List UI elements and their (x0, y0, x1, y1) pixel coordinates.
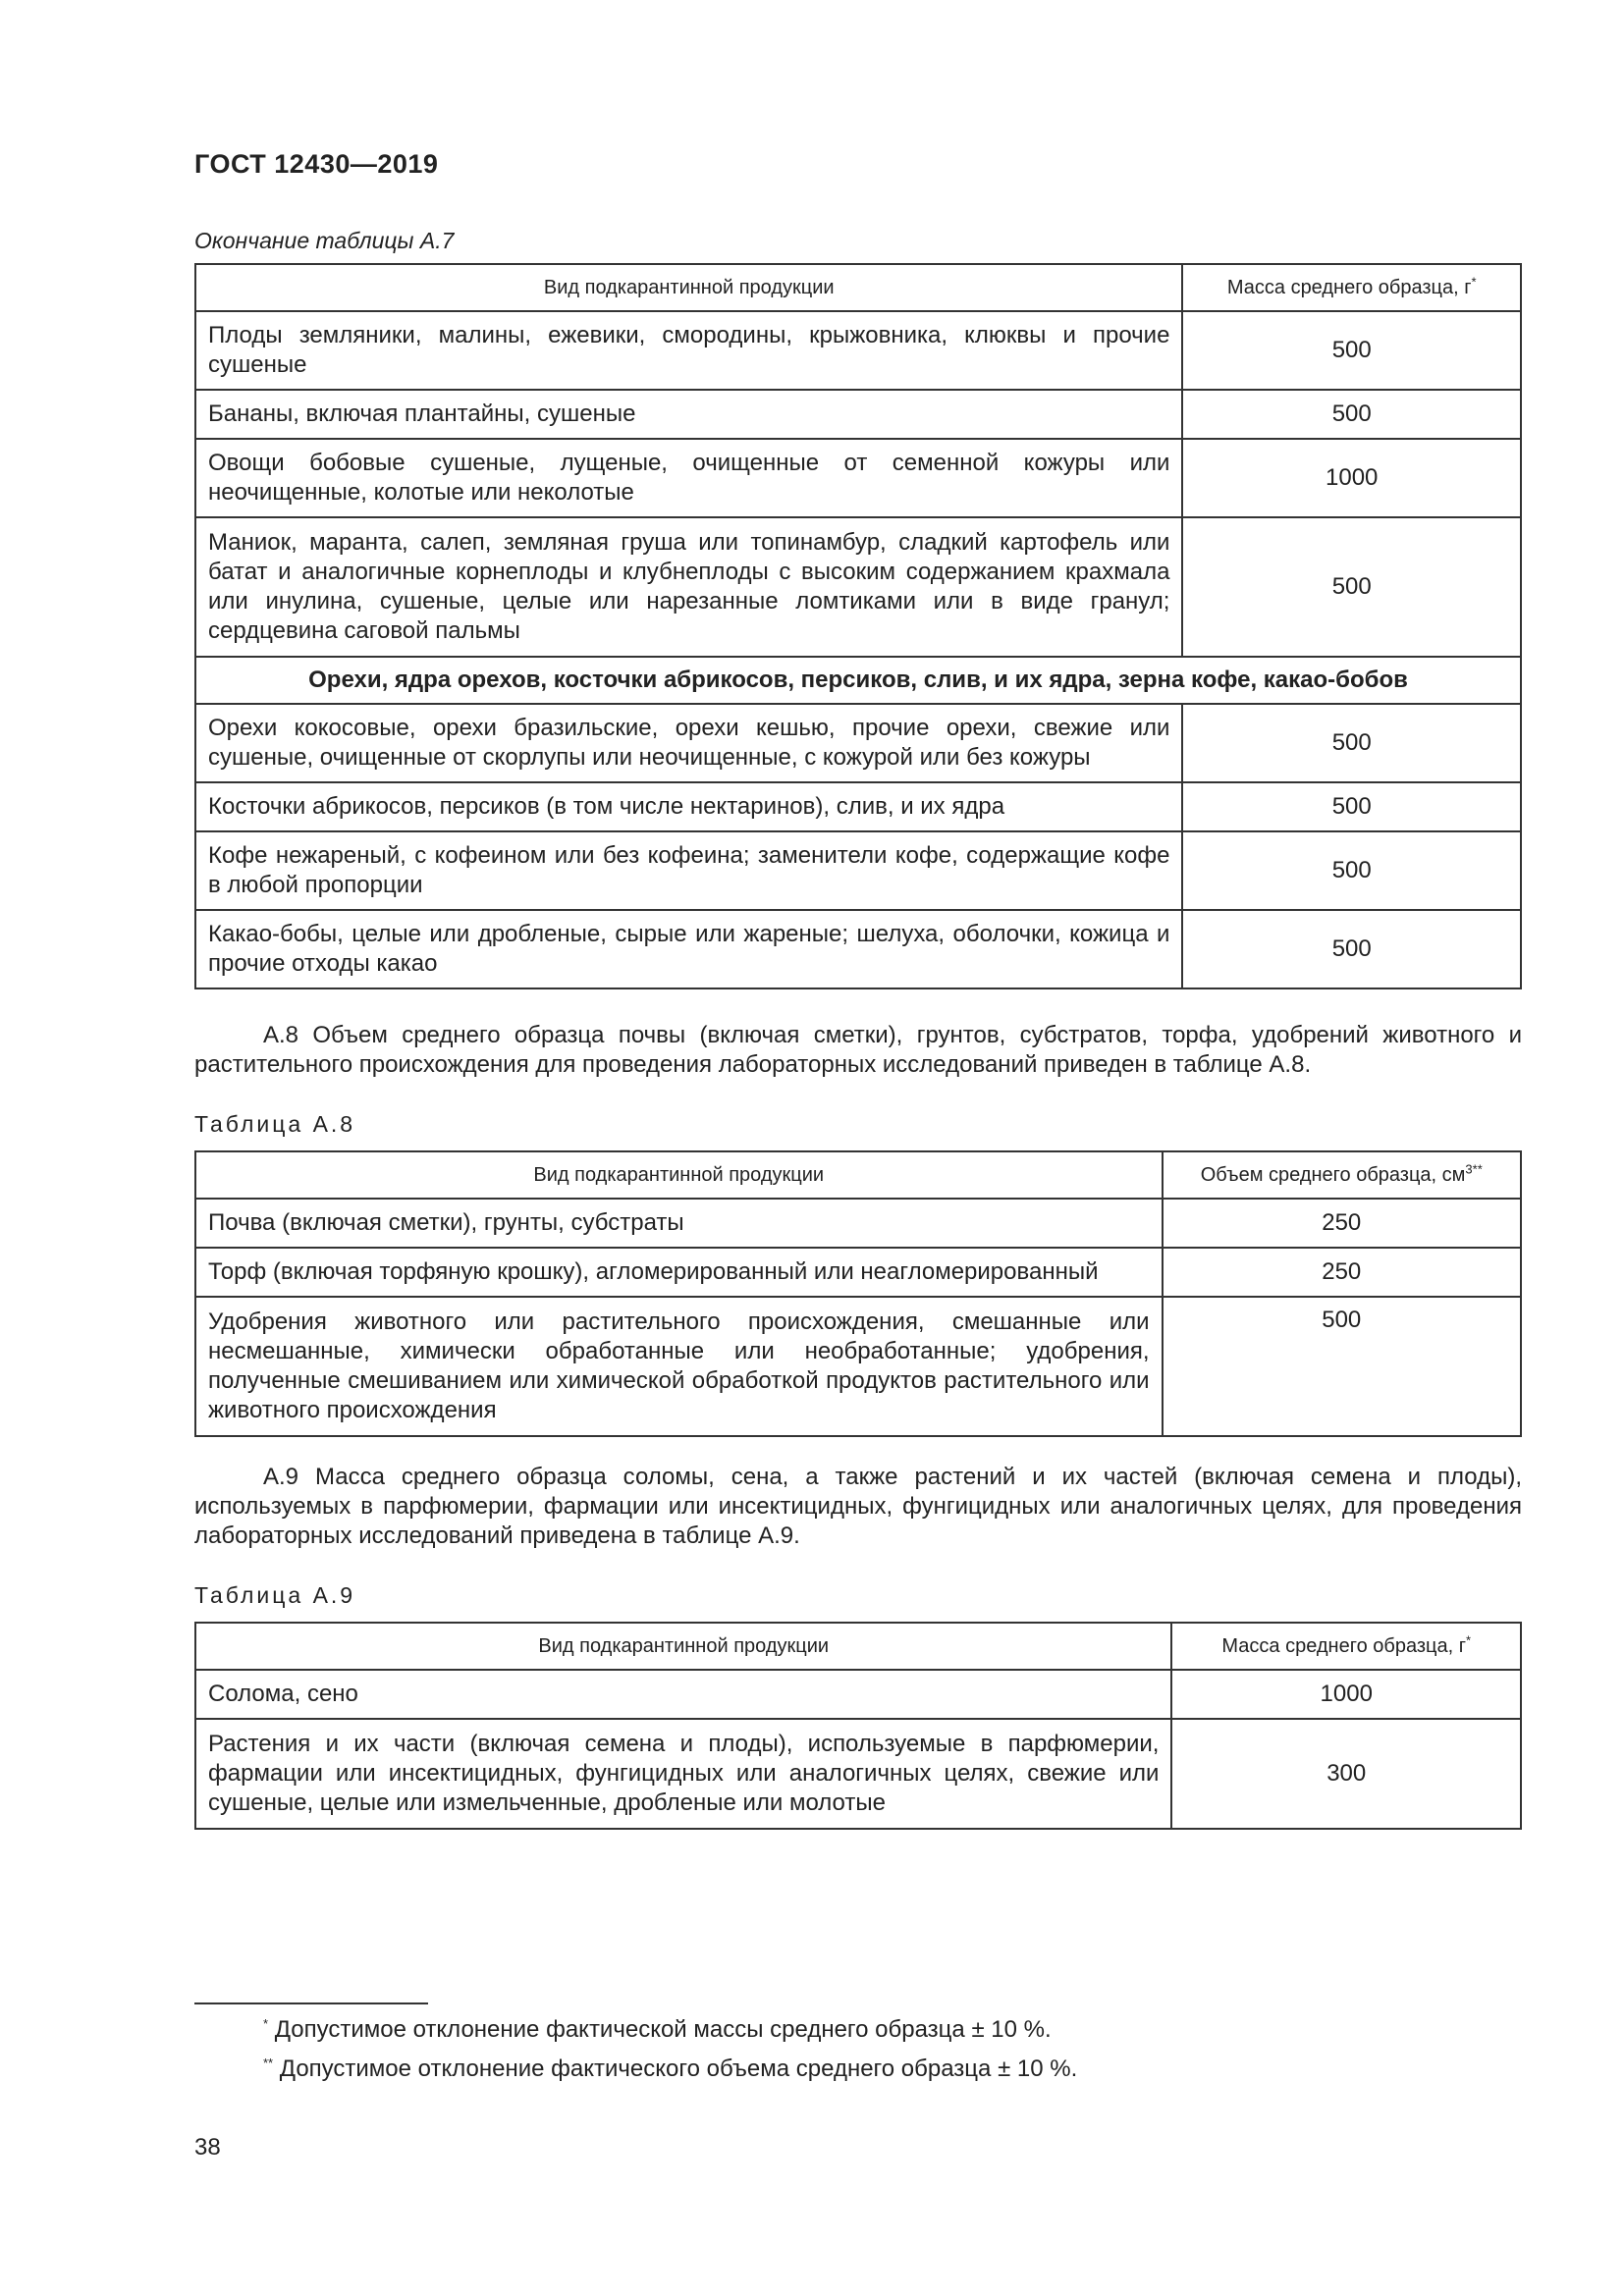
table-a7-caption: Окончание таблицы А.7 (194, 228, 455, 253)
column-header-volume: Объем среднего образца, $см^{3**}$ (1163, 1151, 1521, 1199)
product-name-cell: Растения и их части (включая семена и плоды), используемые в парфюмерии, фармации или инсектицидных, фунгицидных или аналогичных целях, свежие или сушеные, целые или измельченные, дробленые или молотые (195, 1719, 1171, 1829)
product-name-cell: Солома, сено (195, 1670, 1171, 1719)
product-name-cell: Орехи кокосовые, орехи бразильские, орехи кешью, прочие орехи, свежие или сушеные, очищенные от скорлупы или неочищенные, с кожурой или без кожуры (195, 704, 1182, 782)
footnote-mass (263, 2016, 1052, 2044)
footnote-mark: 3** (1465, 1161, 1483, 1177)
table-row (195, 1248, 1521, 1297)
table-row (195, 390, 1521, 439)
table-row (195, 1719, 1521, 1829)
product-name-cell: Бананы, включая плантайны, сушеные (195, 390, 1182, 439)
volume-value-cell: 500 (1163, 1297, 1521, 1436)
footnote-volume (263, 2056, 1077, 2083)
table-row (195, 782, 1521, 831)
footnote-mark: * (263, 2016, 269, 2031)
footnote-text: Допустимое отклонение фактической массы среднего образца ± 10 %. (274, 2016, 1052, 2043)
mass-value-cell: 500 (1182, 831, 1521, 910)
volume-value-cell: 250 (1163, 1248, 1521, 1297)
table-header-row (195, 1623, 1521, 1670)
document-title: ГОСТ 12430—2019 (194, 149, 439, 179)
mass-value-cell: 500 (1182, 782, 1521, 831)
mass-value-cell: 500 (1182, 517, 1521, 657)
product-name-cell: Почва (включая сметки), грунты, субстраты (195, 1199, 1163, 1248)
column-header-product: Вид подкарантинной продукции (195, 1623, 1171, 1670)
table-row (195, 910, 1521, 988)
product-name-cell: Какао-бобы, целые или дробленые, сырые или жареные; шелуха, оболочки, кожица и прочие отходы какао (195, 910, 1182, 988)
section-row (195, 657, 1521, 704)
table-row (195, 704, 1521, 782)
product-name-cell: Косточки абрикосов, персиков (в том числе нектаринов), слив, и их ядра (195, 782, 1182, 831)
table-row (195, 1199, 1521, 1248)
mass-value-cell: 500 (1182, 390, 1521, 439)
column-header-product: Вид подкарантинной продукции (195, 264, 1182, 311)
table-row (195, 831, 1521, 910)
mass-value-cell: 300 (1171, 1719, 1521, 1829)
footnote-mark: ** (263, 2056, 274, 2070)
table-a8 (194, 1150, 1522, 1437)
table-header-row (195, 1151, 1521, 1199)
mass-value-cell: 1000 (1171, 1670, 1521, 1719)
section-header: Орехи, ядра орехов, косточки абрикосов, персиков, слив, и их ядра, зерна кофе, какао-бобов (195, 657, 1521, 704)
product-name-cell: Овощи бобовые сушеные, лущеные, очищенные от семенной кожуры или неочищенные, колотые или неколотые (195, 439, 1182, 517)
paragraph-a8: А.8 Объем среднего образца почвы (включая сметки), грунтов, субстратов, торфа, удобрений животного и растительного происхождения для проведения лабораторных исследований приведен в таблице А.8. (194, 1022, 1522, 1078)
product-name-cell: Торф (включая торфяную крошку), агломерированный или неагломерированный (195, 1248, 1163, 1297)
footnote-separator (194, 2002, 428, 2004)
column-header-product: Вид подкарантинной продукции (195, 1151, 1163, 1199)
product-name-cell: Плоды земляники, малины, ежевики, смородины, крыжовника, клюквы и прочие сушеные (195, 311, 1182, 390)
table-a9-caption: Таблица А.9 (194, 1582, 356, 1608)
volume-value-cell: 250 (1163, 1199, 1521, 1248)
footnote-mark: * (1471, 274, 1477, 290)
table-header-row (195, 264, 1521, 311)
mass-value-cell: 1000 (1182, 439, 1521, 517)
table-a8-caption: Таблица А.8 (194, 1111, 356, 1137)
table-row (195, 439, 1521, 517)
table-row (195, 517, 1521, 657)
page-number: 38 (194, 2134, 221, 2161)
table-a9 (194, 1622, 1522, 1830)
mass-value-cell: 500 (1182, 311, 1521, 390)
table-row (195, 1297, 1521, 1436)
table-row (195, 1670, 1521, 1719)
column-header-mass: Масса среднего образца, г* (1182, 264, 1521, 311)
column-header-mass: Масса среднего образца, г* (1171, 1623, 1521, 1670)
product-name-cell: Кофе нежареный, с кофеином или без кофеина; заменители кофе, содержащие кофе в любой пропорции (195, 831, 1182, 910)
paragraph-a9: А.9 Масса среднего образца соломы, сена, а также растений и их частей (включая семена и плоды), используемых в парфюмерии, фармации или инсектицидных, фунгицидных или аналогичных целях, для проведения лабораторных исследований приведена в таблице А.9. (194, 1464, 1522, 1549)
mass-value-cell: 500 (1182, 910, 1521, 988)
footnote-mark: * (1466, 1632, 1472, 1648)
table-row (195, 311, 1521, 390)
footnote-text: Допустимое отклонение фактического объема среднего образца ± 10 %. (279, 2056, 1078, 2082)
product-name-cell: Удобрения животного или растительного происхождения, смешанные или несмешанные, химически обработанные или необработанные; удобрения, полученные смешиванием или химической обработкой продуктов растительного или животного происхождения (195, 1297, 1163, 1436)
product-name-cell: Маниок, маранта, салеп, земляная груша или топинамбур, сладкий картофель или батат и аналогичные корнеплоды и клубнеплоды с высоким содержанием крахмала или инулина, сушеные, целые или нарезанные ломтиками или в виде гранул; сердцевина саговой пальмы (195, 517, 1182, 657)
mass-value-cell: 500 (1182, 704, 1521, 782)
table-a7 (194, 263, 1522, 989)
